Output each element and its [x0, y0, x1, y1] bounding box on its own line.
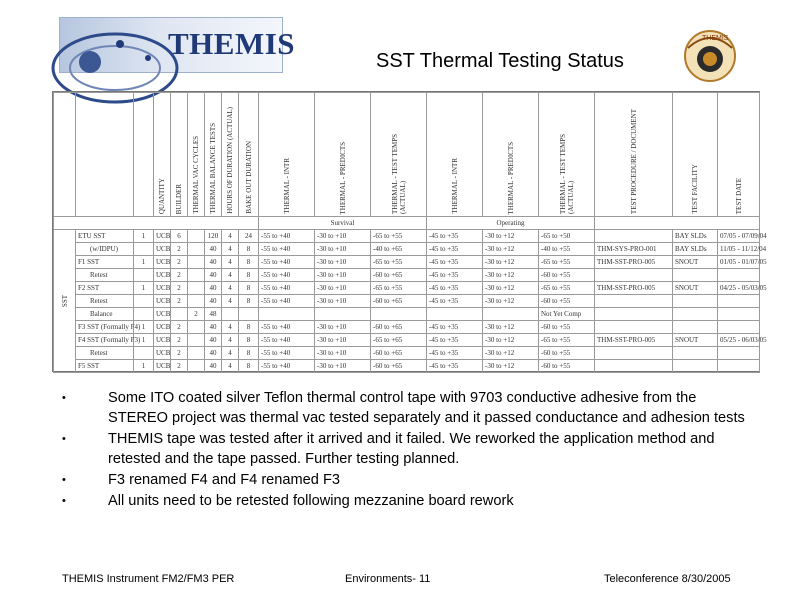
table-cell: -60 to +65 [371, 295, 427, 308]
table-row [54, 308, 760, 321]
table-cell: BAY SLDs [673, 243, 718, 256]
table-cell: 2 [171, 360, 188, 373]
column-header [205, 93, 222, 217]
table-cell: -60 to +65 [371, 360, 427, 373]
table-cell: -55 to +40 [259, 334, 315, 347]
table-cell: -30 to +12 [483, 269, 539, 282]
table-cell: 8 [239, 334, 259, 347]
table-row [54, 360, 760, 373]
table-cell [595, 347, 673, 360]
table-cell [171, 308, 188, 321]
table-cell: 6 [171, 230, 188, 243]
column-header [222, 93, 239, 217]
table-cell: -60 to +65 [371, 321, 427, 334]
row-label: Balance [76, 308, 134, 321]
table-cell [188, 256, 205, 269]
table-cell [595, 308, 673, 321]
table-cell [718, 360, 760, 373]
table-cell [134, 295, 154, 308]
table-cell: -30 to +10 [315, 269, 371, 282]
table-cell: 24 [239, 230, 259, 243]
patch-text: THEMIS [702, 35, 729, 42]
table-row [54, 243, 760, 256]
table-cell [595, 295, 673, 308]
table-cell: -60 to +55 [539, 269, 595, 282]
row-label: Retest [76, 269, 134, 282]
table-cell: 2 [171, 282, 188, 295]
table-cell: UCB [154, 269, 171, 282]
table-cell: 4 [222, 282, 239, 295]
table-cell [718, 308, 760, 321]
table-cell [188, 321, 205, 334]
column-header-label: TEST FACILITY [691, 164, 699, 214]
row-label: F2 SST [76, 282, 134, 295]
table-cell: 8 [239, 243, 259, 256]
table-cell [188, 295, 205, 308]
header-spacer [54, 93, 76, 217]
column-header [315, 93, 371, 217]
table-cell: -65 to +55 [371, 282, 427, 295]
column-header-label: HOURS OF DURATION (ACTUAL) [226, 107, 234, 214]
table-cell: -30 to +10 [315, 347, 371, 360]
column-header-label: QUANTITY [158, 177, 166, 214]
table-cell: 2 [171, 269, 188, 282]
table-cell [315, 308, 371, 321]
table-cell [134, 243, 154, 256]
table-cell: -40 to +55 [539, 243, 595, 256]
column-header-label: THERMAL VAC CYCLES [192, 136, 200, 214]
table-cell [673, 295, 718, 308]
table-cell [595, 230, 673, 243]
table-cell: 2 [171, 243, 188, 256]
table-cell: 40 [205, 321, 222, 334]
column-header-label: THERMAL - PREDICTS [506, 141, 515, 214]
table-row [54, 321, 760, 334]
table-cell: UCB [154, 360, 171, 373]
table-cell: -55 to +40 [259, 295, 315, 308]
table-cell: -60 to +55 [539, 321, 595, 334]
table-cell: -55 to +40 [259, 360, 315, 373]
table-cell [595, 321, 673, 334]
table-cell [718, 321, 760, 334]
row-label: F1 SST [76, 256, 134, 269]
column-header [718, 93, 760, 217]
table-cell: UCB [154, 347, 171, 360]
table-cell: 120 [205, 230, 222, 243]
table-cell: -60 to +55 [539, 360, 595, 373]
table-cell: -40 to +65 [371, 243, 427, 256]
table-cell: -55 to +40 [259, 282, 315, 295]
table-cell: -65 to +65 [371, 334, 427, 347]
table-cell: UCB [154, 282, 171, 295]
table-cell: -60 to +55 [539, 347, 595, 360]
table-cell: 4 [222, 334, 239, 347]
column-header [239, 93, 259, 217]
table-row [54, 256, 760, 269]
table-row [54, 282, 760, 295]
column-header [188, 93, 205, 217]
footer-left: THEMIS Instrument FM2/FM3 PER [62, 573, 235, 585]
table-cell [222, 308, 239, 321]
column-header [539, 93, 595, 217]
table-cell: UCB [154, 243, 171, 256]
table-cell: -45 to +35 [427, 282, 483, 295]
table-cell: 40 [205, 347, 222, 360]
table-cell: 2 [171, 347, 188, 360]
table-cell: 40 [205, 295, 222, 308]
table-row [54, 269, 760, 282]
table-cell: 40 [205, 282, 222, 295]
table-cell [188, 347, 205, 360]
table-cell: 01/05 - 01/07/05 [718, 256, 760, 269]
table-cell: -30 to +12 [483, 360, 539, 373]
slide-title: SST Thermal Testing Status [376, 50, 624, 72]
group-survival: Survival [259, 217, 427, 230]
header-spacer [134, 93, 154, 217]
row-label: (w/IDPU) [76, 243, 134, 256]
table-cell: -60 to +55 [539, 295, 595, 308]
table-cell: -30 to +12 [483, 243, 539, 256]
table-cell: THM-SST-PRO-005 [595, 282, 673, 295]
table-cell: -60 to +65 [371, 269, 427, 282]
themis-logo [59, 17, 296, 73]
table-cell: 8 [239, 360, 259, 373]
table-cell: 04/25 - 05/03/05 [718, 282, 760, 295]
table-cell [259, 308, 315, 321]
note-item: • F3 renamed F4 and F4 renamed F3 [60, 470, 760, 490]
row-label: F4 SST (Formally F3) [76, 334, 134, 347]
table-cell: 1 [134, 334, 154, 347]
table-cell: -30 to +10 [315, 230, 371, 243]
group-spacer [54, 217, 259, 230]
table-cell: -45 to +35 [427, 256, 483, 269]
table-cell: -45 to +35 [427, 321, 483, 334]
table-cell: 4 [222, 269, 239, 282]
table-cell [134, 269, 154, 282]
column-header [673, 93, 718, 217]
column-header-label: THERMAL - PREDICTS [338, 141, 347, 214]
table-group-row [54, 217, 760, 230]
table-cell [134, 347, 154, 360]
table-cell: -45 to +35 [427, 347, 483, 360]
table-cell [673, 321, 718, 334]
table-cell: 8 [239, 321, 259, 334]
table-cell: 40 [205, 360, 222, 373]
table-cell [188, 243, 205, 256]
table-cell [483, 308, 539, 321]
group-operating: Operating [427, 217, 595, 230]
table-cell [718, 347, 760, 360]
table-cell: -45 to +35 [427, 230, 483, 243]
column-header-label: THERMAL - TEST TEMPS (ACTUAL) [558, 133, 575, 214]
table-cell: -30 to +10 [315, 360, 371, 373]
table-cell [427, 308, 483, 321]
table-cell: THM-SYS-PRO-001 [595, 243, 673, 256]
table-cell: -65 to +55 [539, 282, 595, 295]
table-cell [673, 308, 718, 321]
header-spacer [76, 93, 134, 217]
table-cell [595, 360, 673, 373]
column-header [595, 93, 673, 217]
column-header-label: THERMAL - INTR [450, 158, 459, 214]
table-cell [718, 269, 760, 282]
column-header [371, 93, 427, 217]
table-cell: 4 [222, 243, 239, 256]
table-cell [188, 360, 205, 373]
table-cell: -30 to +10 [315, 295, 371, 308]
table-cell: SNOUT [673, 256, 718, 269]
table-cell: 4 [222, 256, 239, 269]
table-cell: 2 [171, 334, 188, 347]
table-cell: UCB [154, 334, 171, 347]
column-header-label: TEST PROCEDURE / DOCUMENT [629, 108, 638, 214]
table-cell: -55 to +40 [259, 321, 315, 334]
mission-patch-logo [680, 26, 740, 82]
table-cell: UCB [154, 256, 171, 269]
row-group-text: SST [60, 294, 69, 308]
table-cell: -30 to +12 [483, 295, 539, 308]
table-cell: -55 to +40 [259, 256, 315, 269]
table-cell: -65 to +55 [371, 256, 427, 269]
table-cell: 40 [205, 256, 222, 269]
table-cell: 2 [171, 256, 188, 269]
table-cell: 1 [134, 230, 154, 243]
table-cell: SNOUT [673, 282, 718, 295]
table-cell [673, 347, 718, 360]
table-cell: UCB [154, 230, 171, 243]
table-cell: -45 to +35 [427, 269, 483, 282]
row-label: F3 SST (Formally F4) [76, 321, 134, 334]
table-cell: 2 [188, 308, 205, 321]
table-cell: -30 to +10 [315, 243, 371, 256]
table-cell [595, 269, 673, 282]
table-cell [673, 269, 718, 282]
table-cell: -30 to +10 [315, 282, 371, 295]
table-cell: 2 [171, 321, 188, 334]
notes-list [60, 388, 760, 512]
table-cell: 4 [222, 321, 239, 334]
table-cell: -30 to +12 [483, 321, 539, 334]
column-header [171, 93, 188, 217]
table-cell: 11/05 - 11/12/04 [718, 243, 760, 256]
note-item: • Some ITO coated silver Teflon thermal control tape with 9703 conductive adhesive from the STEREO project was thermal vac tested separately and it passed conductance and adhesion tests [60, 388, 760, 428]
table-cell: -30 to +12 [483, 230, 539, 243]
table-cell: -30 to +12 [483, 282, 539, 295]
column-header [483, 93, 539, 217]
table-cell: -60 to +65 [371, 347, 427, 360]
table-row [54, 230, 760, 243]
table-cell: 8 [239, 269, 259, 282]
table-cell [239, 308, 259, 321]
table-cell: -65 to +55 [539, 256, 595, 269]
column-header-label: BAKE OUT DURATION [244, 141, 253, 214]
table-cell: -45 to +35 [427, 243, 483, 256]
thermal-test-table [52, 91, 767, 372]
table-cell: 8 [239, 282, 259, 295]
table-cell: THM-SST-PRO-005 [595, 256, 673, 269]
table-row [54, 334, 760, 347]
column-header-label: THERMAL BALANCE TESTS [209, 123, 217, 214]
table-cell: -55 to +40 [259, 243, 315, 256]
note-item: • THEMIS tape was tested after it arrived and it failed. We reworked the application method and retested and the tape passed. Further testing planned. [60, 429, 760, 469]
table-cell: -30 to +12 [483, 256, 539, 269]
table-cell: -45 to +35 [427, 360, 483, 373]
table-cell: 48 [205, 308, 222, 321]
table-cell: 4 [222, 347, 239, 360]
table-cell: -55 to +40 [259, 347, 315, 360]
table-row [54, 295, 760, 308]
column-header [259, 93, 315, 217]
row-label: Retest [76, 347, 134, 360]
table-cell: 1 [134, 321, 154, 334]
table-cell: BAY SLDs [673, 230, 718, 243]
table-cell: -45 to +35 [427, 334, 483, 347]
logo-wordmark: THEMIS [168, 26, 296, 61]
table-cell: UCB [154, 295, 171, 308]
table-cell: -30 to +12 [483, 347, 539, 360]
row-label: F5 SST [76, 360, 134, 373]
table-cell: -30 to +10 [315, 321, 371, 334]
table-cell: 8 [239, 256, 259, 269]
table-cell: UCB [154, 308, 171, 321]
table-cell: THM-SST-PRO-005 [595, 334, 673, 347]
column-header [427, 93, 483, 217]
table-cell [188, 269, 205, 282]
table-cell: -55 to +40 [259, 230, 315, 243]
table-cell: 2 [171, 295, 188, 308]
table-cell [718, 295, 760, 308]
row-group-label [54, 230, 76, 373]
column-header-label: THERMAL - INTR [282, 158, 291, 214]
table-cell: 4 [222, 230, 239, 243]
table-cell: Not Yet Comp [539, 308, 595, 321]
table-cell: 1 [134, 256, 154, 269]
table-cell: 1 [134, 360, 154, 373]
table-cell [371, 308, 427, 321]
column-header [154, 93, 171, 217]
note-item: • All units need to be retested following mezzanine board rework [60, 491, 760, 511]
table-cell: -65 to +55 [371, 230, 427, 243]
table-cell: -30 to +10 [315, 334, 371, 347]
table-cell: UCB [154, 321, 171, 334]
table-cell: -65 to +50 [539, 230, 595, 243]
column-header-label: BUILDER [175, 183, 183, 214]
column-header-label: TEST DATE [734, 177, 743, 214]
table-cell: -30 to +10 [315, 256, 371, 269]
column-header-label: THERMAL - TEST TEMPS (ACTUAL) [390, 133, 407, 214]
table-cell: 4 [222, 295, 239, 308]
table-cell: 05/25 - 06/03/05 [718, 334, 760, 347]
table-cell: SNOUT [673, 334, 718, 347]
table-cell: 40 [205, 269, 222, 282]
table-cell: 40 [205, 243, 222, 256]
table-row [54, 347, 760, 360]
table-cell: 40 [205, 334, 222, 347]
table-cell [188, 334, 205, 347]
table-cell: 07/05 - 07/09/04 [718, 230, 760, 243]
table-cell: -55 to +40 [259, 269, 315, 282]
footer-center: Environments- 11 [345, 573, 431, 585]
table-cell: 1 [134, 282, 154, 295]
table-cell: -65 to +55 [539, 334, 595, 347]
table-cell [188, 230, 205, 243]
table-header-row [54, 93, 760, 217]
table-cell: -45 to +35 [427, 295, 483, 308]
row-label: Retest [76, 295, 134, 308]
row-label: ETU SST [76, 230, 134, 243]
group-spacer [595, 217, 760, 230]
table-cell [673, 360, 718, 373]
table-cell: 8 [239, 347, 259, 360]
table-cell: 4 [222, 360, 239, 373]
table-cell [134, 308, 154, 321]
table-cell: -30 to +12 [483, 334, 539, 347]
footer-right: Teleconference 8/30/2005 [604, 573, 731, 585]
table-cell [188, 282, 205, 295]
table-cell: 8 [239, 295, 259, 308]
